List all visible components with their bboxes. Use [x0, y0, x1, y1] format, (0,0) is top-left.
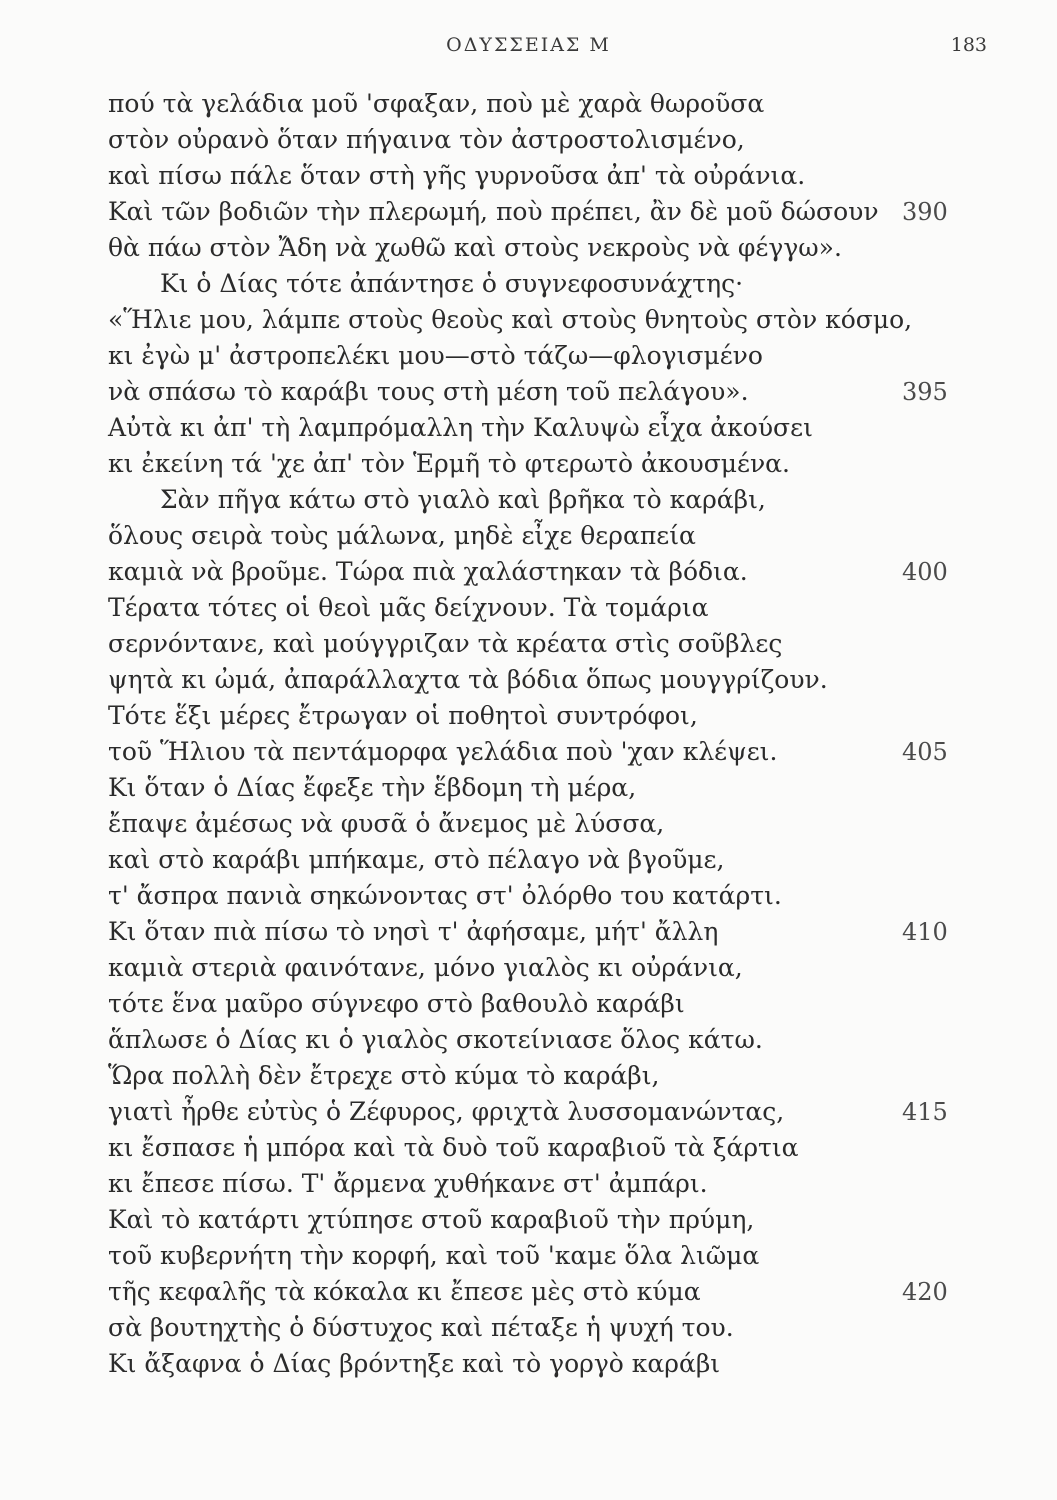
verse-line: τοῦ Ἥλιου τὰ πεντάμορφα γελάδια ποὺ 'χαν κλέψει. [108, 737, 778, 766]
line-number: 395 [902, 378, 948, 406]
verse-line: Καὶ τὸ κατάρτι χτύπησε στοῦ καραβιοῦ τὴν πρύμη, [108, 1205, 755, 1234]
verse-line: γιατὶ ἦρθε εὐτὺς ὁ Ζέφυρος, φριχτὰ λυσσομανώντας, [108, 1097, 785, 1126]
verse-line: Κι ὅταν πιὰ πίσω τὸ νησὶ τ' ἀφήσαμε, μήτ' ἄλλη [108, 917, 719, 946]
line-number: 405 [902, 738, 948, 766]
verse-line: Κι ὅταν ὁ Δίας ἔφεξε τὴν ἕβδομη τὴ μέρα, [108, 773, 637, 802]
verse-line: πού τὰ γελάδια μοῦ 'σφαξαν, ποὺ μὲ χαρὰ θωροῦσα [108, 89, 765, 118]
verse-line: τ' ἄσπρα πανιὰ σηκώνοντας στ' ὀλόρθο του κατάρτι. [108, 881, 782, 910]
running-title: ΟΔΥΣΣΕΙΑΣ Μ [446, 34, 611, 56]
verse-line: τοῦ κυβερνήτη τὴν κορφή, καὶ τοῦ 'καμε ὅλα λιῶμα [108, 1241, 760, 1270]
verse-line: καμιὰ νὰ βροῦμε. Τώρα πιὰ χαλάστηκαν τὰ βόδια. [108, 557, 748, 586]
verse-line: κι ἔπεσε πίσω. Τ' ἄρμενα χυθήκανε στ' ἀμπάρι. [108, 1169, 708, 1198]
verse-line: νὰ σπάσω τὸ καράβι τους στὴ μέση τοῦ πελάγου». [108, 377, 749, 406]
verse-line: κι ἐκείνη τά 'χε ἀπ' τὸν Ἑρμῆ τὸ φτερωτὸ ἀκουσμένα. [108, 449, 791, 478]
line-number: 420 [902, 1278, 948, 1306]
verse-line: καὶ πίσω πάλε ὅταν στὴ γῆς γυρνοῦσα ἀπ' τὰ οὐράνια. [108, 161, 806, 190]
page-number: 183 [950, 34, 987, 56]
verse-line: Τότε ἕξι μέρες ἔτρωγαν οἱ ποθητοὶ συντρόφοι, [108, 701, 698, 730]
verse-line: σερνόντανε, καὶ μούγγριζαν τὰ κρέατα στὶς σοῦβλες [108, 629, 783, 658]
verse-line: Καὶ τῶν βοδιῶν τὴν πλερωμή, ποὺ πρέπει, ἂν δὲ μοῦ δώσουν [108, 197, 879, 226]
verse-line: σὰ βουτηχτὴς ὁ δύστυχος καὶ πέταξε ἡ ψυχή του. [108, 1313, 734, 1342]
line-number: 415 [902, 1098, 948, 1126]
verse-line: θὰ πάω στὸν Ἄδη νὰ χωθῶ καὶ στοὺς νεκροὺς νὰ φέγγω». [108, 233, 842, 262]
verse-line: ψητὰ κι ὠμά, ἀπαράλλαχτα τὰ βόδια ὅπως μουγγρίζουν. [108, 665, 828, 694]
verse-line: τότε ἕνα μαῦρο σύγνεφο στὸ βαθουλὸ καράβι [108, 989, 685, 1018]
verse-line: καμιὰ στεριὰ φαινότανε, μόνο γιαλὸς κι οὐράνια, [108, 953, 743, 982]
verse-line: στὸν οὐρανὸ ὅταν πήγαινα τὸν ἀστροστολισμένο, [108, 125, 745, 154]
verse-line: ἔπαψε ἀμέσως νὰ φυσᾶ ὁ ἄνεμος μὲ λύσσα, [108, 809, 665, 838]
verse-line: καὶ στὸ καράβι μπήκαμε, στὸ πέλαγο νὰ βγοῦμε, [108, 845, 725, 874]
verse-line: «Ἥλιε μου, λάμπε στοὺς θεοὺς καὶ στοὺς θνητοὺς στὸν κόσμο, [108, 305, 913, 334]
verse-line: τῆς κεφαλῆς τὰ κόκαλα κι ἔπεσε μὲς στὸ κύμα [108, 1277, 701, 1306]
verse-line: ἅπλωσε ὁ Δίας κι ὁ γιαλὸς σκοτείνιασε ὅλος κάτω. [108, 1025, 763, 1054]
line-number: 390 [902, 198, 948, 226]
verse-line: Σὰν πῆγα κάτω στὸ γιαλὸ καὶ βρῆκα τὸ καράβι, [160, 485, 766, 514]
verse-line: Αὐτὰ κι ἀπ' τὴ λαμπρόμαλλη τὴν Καλυψὼ εἶχα ἀκούσει [108, 413, 813, 442]
verse-line: Ὥρα πολλὴ δὲν ἔτρεχε στὸ κύμα τὸ καράβι, [108, 1061, 660, 1090]
verse-line: Κι ὁ Δίας τότε ἀπάντησε ὁ συγνεφοσυνάχτης· [160, 269, 744, 298]
line-number: 400 [902, 558, 948, 586]
verse-line: ὅλους σειρὰ τοὺς μάλωνα, μηδὲ εἶχε θεραπεία [108, 521, 696, 550]
verse-line: Κι ἄξαφνα ὁ Δίας βρόντηξε καὶ τὸ γοργὸ καράβι [108, 1349, 721, 1378]
line-number: 410 [902, 918, 948, 946]
verse-line: Τέρατα τότες οἱ θεοὶ μᾶς δείχνουν. Τὰ τομάρια [108, 593, 709, 622]
verse-line: κι ἐγὼ μ' ἀστροπελέκι μου—στὸ τάζω—φλογισμένο [108, 341, 763, 370]
verse-line: κι ἔσπασε ἡ μπόρα καὶ τὰ δυὸ τοῦ καραβιοῦ τὰ ξάρτια [108, 1133, 799, 1162]
